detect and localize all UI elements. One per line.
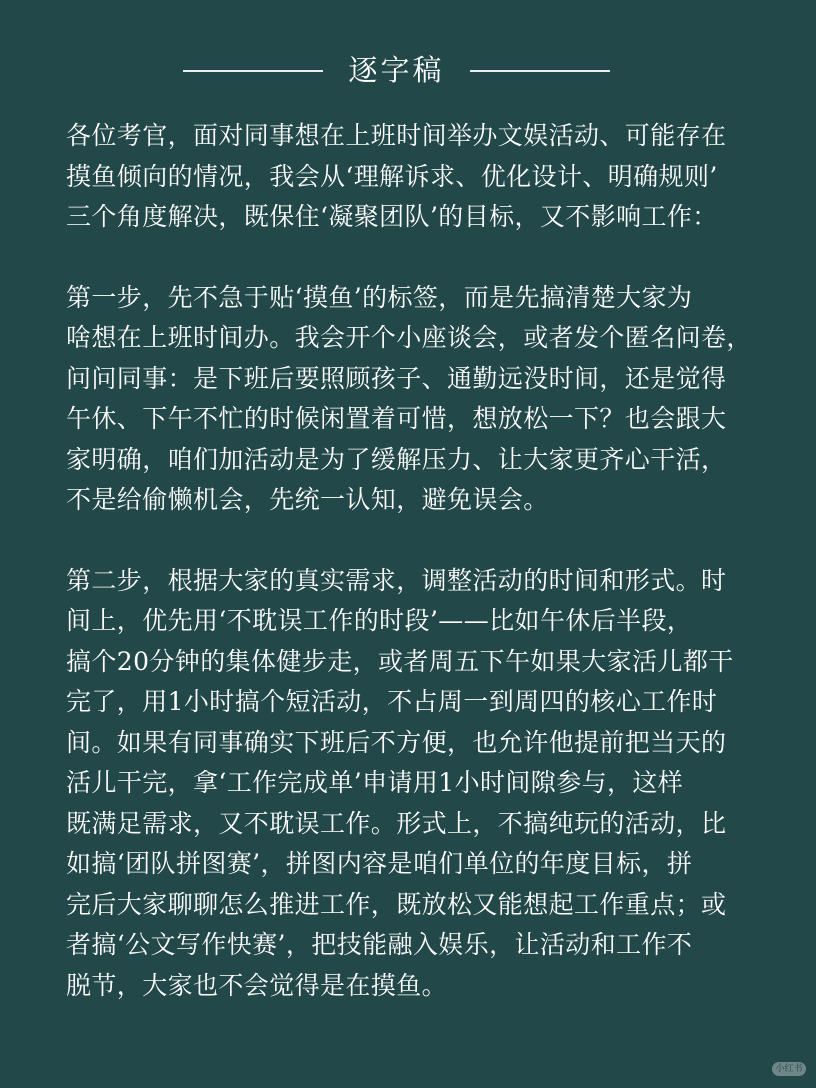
text-line: 第一步，先不急于贴‘摸鱼’的标签，而是先搞清楚大家为 xyxy=(66,282,693,312)
text-line: 家明确，咱们加活动是为了缓解压力、让大家更齐心干活， xyxy=(66,444,727,474)
paragraph-intro xyxy=(66,116,778,238)
header xyxy=(0,44,816,94)
text-line: 完了，用1小时搞个短活动，不占周一到周四的核心工作时 xyxy=(66,687,718,716)
text-line: 间上，优先用‘不耽误工作的时段’——比如午休后半段， xyxy=(66,606,693,635)
text-line: 如搞‘团队拼图赛’，拼图内容是咱们单位的年度目标，拼 xyxy=(66,849,693,878)
paragraph-gap xyxy=(66,238,778,278)
page-title: 逐字稿 xyxy=(348,53,445,87)
watermark-logo: 小红书 xyxy=(772,1062,806,1076)
transcript-body xyxy=(66,116,778,1006)
text-line: 搞个20分钟的集体健步走，或者周五下午如果大家活儿都干 xyxy=(66,646,734,676)
text-line: 完后大家聊聊怎么推进工作，既放松又能想起工作重点；或 xyxy=(66,889,727,919)
text-line: 既满足需求，又不耽误工作。形式上，不搞纯玩的活动，比 xyxy=(66,808,727,838)
text-line: 三个角度解决，既保住‘凝聚团队’的目标，又不影响工作： xyxy=(66,202,718,231)
paragraph-step-two xyxy=(66,561,778,1007)
text-line: 问问同事：是下班后要照顾孩子、通勤远没时间，还是觉得 xyxy=(66,363,727,393)
text-line: 啥想在上班时间办。我会开个小座谈会，或者发个匿名问卷， xyxy=(66,323,752,352)
text-line: 午休、下午不忙的时候闲置着可惜，想放松一下？也会跟大 xyxy=(66,404,727,433)
text-line: 脱节，大家也不会觉得是在摸鱼。 xyxy=(66,970,448,1000)
text-line: 摸鱼倾向的情况，我会从‘理解诉求、优化设计、明确规则’ xyxy=(66,161,718,191)
text-line: 第二步，根据大家的真实需求，调整活动的时间和形式。时 xyxy=(66,565,727,595)
text-line: 不是给偷懒机会，先统一认知，避免误会。 xyxy=(66,485,549,514)
paragraph-step-one xyxy=(66,278,778,521)
header-left-rule xyxy=(183,70,323,72)
header-right-rule xyxy=(470,70,610,72)
text-line: 间。如果有同事确实下班后不方便，也允许他提前把当天的 xyxy=(66,727,727,757)
text-line: 者搞‘公文写作快赛’，把技能融入娱乐，让活动和工作不 xyxy=(66,930,693,959)
paragraph-gap xyxy=(66,521,778,561)
text-line: 各位考官，面对同事想在上班时间举办文娱活动、可能存在 xyxy=(66,121,727,150)
text-line: 活儿干完，拿‘工作完成单’申请用1小时间隙参与，这样 xyxy=(66,768,684,797)
